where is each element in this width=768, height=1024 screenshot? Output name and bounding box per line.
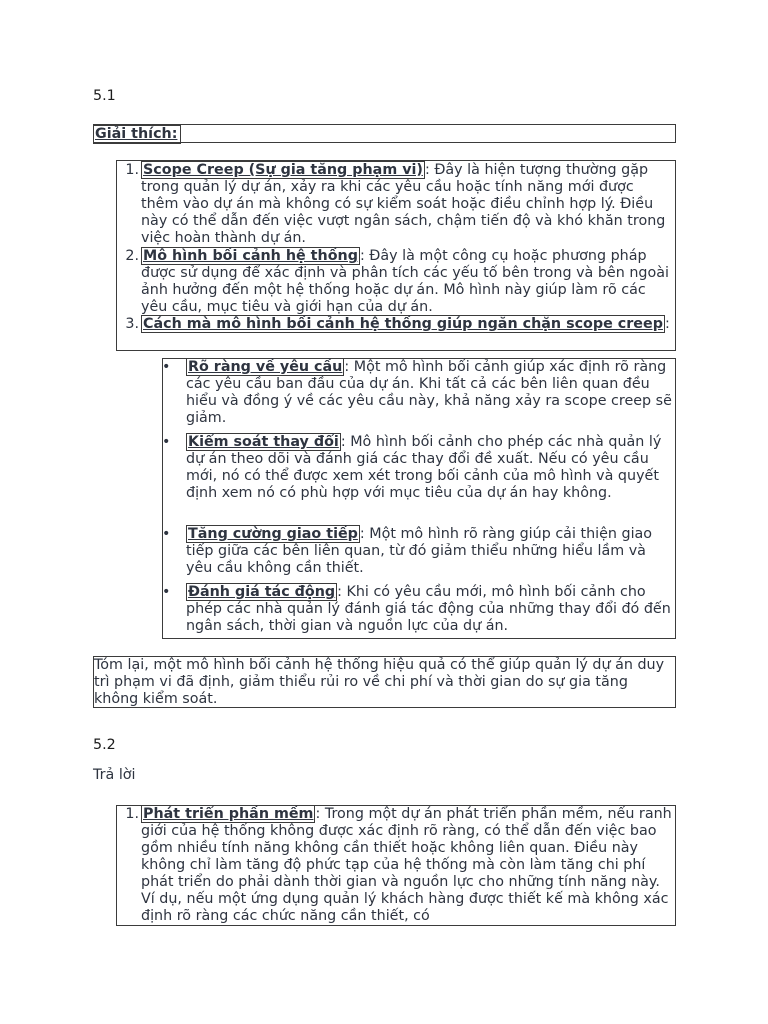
bullet-glyph: • [162, 526, 171, 542]
answer-label: Trả lời [93, 767, 136, 783]
list-item [117, 162, 673, 248]
bullet-term: Kiểm soát thay đổi [188, 434, 339, 450]
summary-paragraph: Tóm lại, một mô hình bối cảnh hệ thống hiệu quả có thể giúp quản lý dự án duy trì phạm vi đã định, giảm thiểu rủi ro về chi phí và thời gian do sự gia tăng không kiểm soát. [93, 656, 676, 708]
list-number: 1. [125, 806, 139, 822]
bullet-glyph: • [162, 359, 171, 375]
list-term: Scope Creep (Sự gia tăng phạm vi) [143, 162, 423, 178]
bullet-text: : Khi có yêu cầu mới, mô hình bối cảnh cho phép các nhà quản lý đánh giá tác động của những thay đổi đó đến ngân sách, thời gian và nguồn lực của dự án. [186, 584, 671, 634]
list-text: : [664, 316, 670, 332]
bullet-term: Rõ ràng về yêu cầu [188, 359, 343, 375]
bullet-list [162, 358, 676, 639]
list-item [117, 806, 673, 925]
bullet-glyph: • [162, 434, 171, 450]
bullet-text: : Một mô hình bối cảnh giúp xác định rõ ràng các yêu cầu ban đầu của dự án. Khi tất cả các bên liên quan đều hiểu và đồng ý về các yêu cầu này, khả năng xảy ra scope creep sẽ giảm. [186, 359, 672, 426]
list-term: Phát triển phần mềm [143, 806, 314, 822]
bullet-item [162, 359, 673, 427]
bullet-item [162, 434, 673, 519]
list-term: Cách mà mô hình bối cảnh hệ thống giúp ngăn chặn scope creep [143, 316, 663, 332]
list-text: : Trong một dự án phát triển phần mềm, nếu ranh giới của hệ thống không được xác định rõ ràng, có thể dẫn đến việc bao gồm nhiều tính năng không cần thiết hoặc không liên quan. Điều này không chỉ làm tăng độ phức tạp của hệ thống mà còn làm tăng chi phí phát triển do phải dành thời gian và nguồn lực cho những tính năng này. Ví dụ, nếu một ứng dụng quản lý khách hàng được thiết kế mà không xác định rõ ràng các chức năng cần thiết, có [141, 806, 672, 924]
numbered-list-1 [116, 160, 676, 351]
list-text: : Đây là một công cụ hoặc phương pháp được sử dụng để xác định và phân tích các yếu tố bên trong và bên ngoài ảnh hưởng đến một hệ thống hoặc dự án. Mô hình này giúp làm rõ các yêu cầu, mục tiêu và giới hạn của dự án. [141, 248, 669, 315]
section-heading-5-2: 5.2 [93, 737, 116, 753]
list-term: Mô hình bối cảnh hệ thống [143, 248, 358, 264]
list-number: 2. [125, 248, 139, 264]
bullet-glyph: • [162, 584, 171, 600]
bullet-term: Tăng cường giao tiếp [188, 526, 358, 542]
bullet-item [162, 584, 673, 635]
list-number: 1. [125, 162, 139, 178]
list-text: : Đây là hiện tượng thường gặp trong quản lý dự án, xảy ra khi các yêu cầu hoặc tính năng mới được thêm vào dự án mà không có sự kiểm soát hoặc điều chỉnh hợp lý. Điều này có thể dẫn đến việc vượt ngân sách, chậm tiến độ và khó khăn trong việc hoàn thành dự án. [141, 162, 666, 246]
bullet-item [162, 526, 673, 577]
bullet-term: Đánh giá tác động [188, 584, 336, 600]
section-heading-5-1: 5.1 [93, 88, 116, 104]
list-item [117, 248, 673, 316]
list-item [117, 316, 673, 333]
explanation-label-row [93, 124, 676, 143]
explanation-label: Giải thích: [93, 125, 181, 144]
numbered-list-2 [116, 805, 676, 926]
bullet-text: : Một mô hình rõ ràng giúp cải thiện giao tiếp giữa các bên liên quan, từ đó giảm thiểu những hiểu lầm và yêu cầu không cần thiết. [186, 526, 653, 576]
list-number: 3. [125, 316, 139, 332]
bullet-text: : Mô hình bối cảnh cho phép các nhà quản lý dự án theo dõi và đánh giá các thay đổi đề xuất. Nếu có yêu cầu mới, nó có thể được xem xét trong bối cảnh của mô hình và quyết định xem nó có phù hợp với mục tiêu của dự án hay không. [186, 434, 662, 501]
